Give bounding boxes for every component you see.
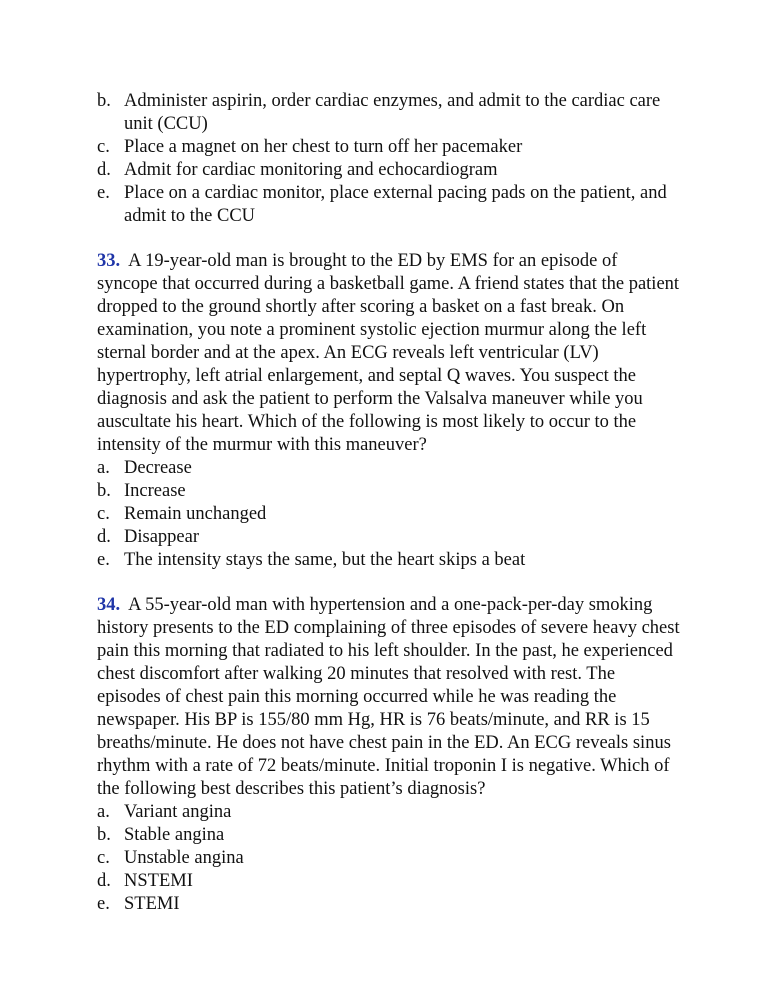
- question-33-options: [97, 457, 682, 572]
- answer-option[interactable]: [97, 159, 682, 182]
- answer-option[interactable]: [97, 801, 682, 824]
- option-letter: c.: [97, 848, 110, 868]
- option-text: Unstable angina: [124, 848, 244, 868]
- answer-option[interactable]: [97, 457, 682, 480]
- option-letter: e.: [97, 183, 110, 203]
- option-letter: a.: [97, 802, 110, 822]
- option-text: Administer aspirin, order cardiac enzymes, and admit to the cardiac care unit (CCU): [124, 91, 661, 134]
- question-text: A 55-year-old man with hypertension and a one-pack-per-day smoking history presents to the ED complaining of three episodes of severe heavy chest pain this morning that radiated to his left shoulder. In the past, he experienced chest discomfort after walking 20 minutes that resolved with rest. The episodes of chest pain this morning occurred while he was reading the newspaper. His BP is 155/80 mm Hg, HR is 76 beats/minute, and RR is 15 breaths/minute. He does not have chest pain in the ED. An ECG reveals sinus rhythm with a rate of 72 beats/minute. Initial troponin I is negative. Which of the following best describes this patient’s diagnosis?: [97, 595, 680, 799]
- option-letter: e.: [97, 550, 110, 570]
- option-text: Place on a cardiac monitor, place external pacing pads on the patient, and admit to the CCU: [124, 183, 667, 226]
- question-33: [97, 250, 682, 572]
- option-letter: c.: [97, 137, 110, 157]
- option-letter: b.: [97, 825, 111, 845]
- option-letter: b.: [97, 481, 111, 501]
- option-text: Admit for cardiac monitoring and echocardiogram: [124, 160, 498, 180]
- answer-option[interactable]: [97, 870, 682, 893]
- answer-option[interactable]: [97, 182, 682, 228]
- question-number: 33.: [97, 251, 121, 271]
- answer-option[interactable]: [97, 136, 682, 159]
- answer-option[interactable]: [97, 526, 682, 549]
- question-32-options: [97, 90, 682, 228]
- answer-option[interactable]: [97, 90, 682, 136]
- option-text: Remain unchanged: [124, 504, 267, 524]
- answer-option[interactable]: [97, 824, 682, 847]
- option-letter: d.: [97, 527, 111, 547]
- option-text: Decrease: [124, 458, 192, 478]
- option-text: NSTEMI: [124, 871, 193, 891]
- option-letter: b.: [97, 91, 111, 111]
- answer-option[interactable]: [97, 893, 682, 916]
- answer-option[interactable]: [97, 549, 682, 572]
- question-number: 34.: [97, 595, 121, 615]
- option-text: STEMI: [124, 894, 180, 914]
- option-letter: a.: [97, 458, 110, 478]
- option-text: Increase: [124, 481, 186, 501]
- question-text: A 19-year-old man is brought to the ED by EMS for an episode of syncope that occurred during a basketball game. A friend states that the patient dropped to the ground shortly after scoring a basket on a fast break. On examination, you note a prominent systolic ejection murmur along the left sternal border and at the apex. An ECG reveals left ventricular (LV) hypertrophy, left atrial enlargement, and septal Q waves. You suspect the diagnosis and ask the patient to perform the Valsalva maneuver while you auscultate his heart. Which of the following is most likely to occur to the intensity of the murmur with this maneuver?: [97, 251, 680, 455]
- answer-option[interactable]: [97, 503, 682, 526]
- option-text: Stable angina: [124, 825, 225, 845]
- question-stem: [97, 250, 682, 457]
- question-stem: [97, 594, 682, 801]
- option-text: Variant angina: [124, 802, 232, 822]
- option-letter: e.: [97, 894, 110, 914]
- option-letter: d.: [97, 160, 111, 180]
- answer-option[interactable]: [97, 847, 682, 870]
- answer-option[interactable]: [97, 480, 682, 503]
- option-text: Disappear: [124, 527, 199, 547]
- option-letter: c.: [97, 504, 110, 524]
- option-letter: d.: [97, 871, 111, 891]
- question-34: [97, 594, 682, 916]
- option-text: Place a magnet on her chest to turn off her pacemaker: [124, 137, 523, 157]
- option-text: The intensity stays the same, but the heart skips a beat: [124, 550, 526, 570]
- question-34-options: [97, 801, 682, 916]
